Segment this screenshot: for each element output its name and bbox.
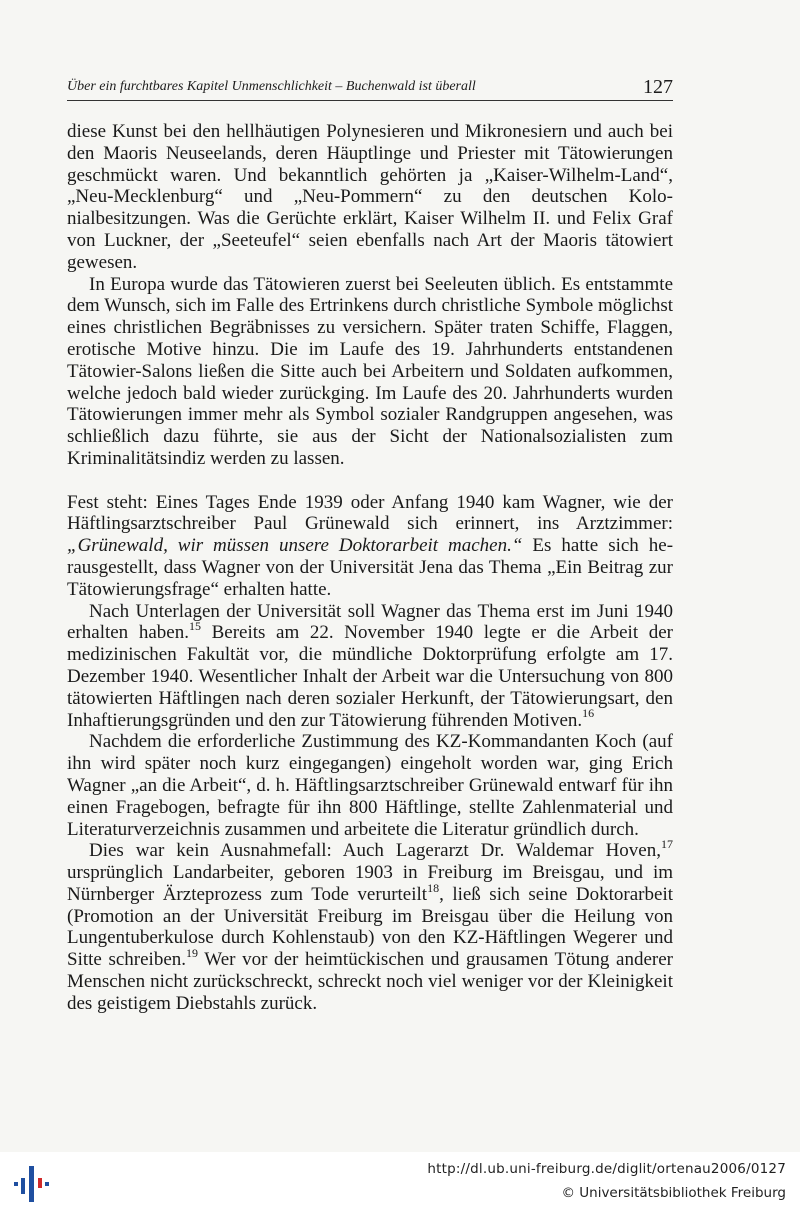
paragraph-6-text-d: Wer vor der heimtückischen und grausamen Tötung anderer Menschen nicht zurückschreckt, schreckt noch viel weniger vor der Kleinigkeit des geistigem Diebstahls zurück. [67, 949, 673, 1014]
paragraph-1: diese Kunst bei den hellhäutigen Polynesieren und Mikronesiern und auch bei den Maoris Neuseelands, deren Häuptlinge und Priester mit Tätowierungen geschmückt waren. Und bekanntlich gehörten ja „Kaiser-Wilhelm-Land“, „Neu-Mecklenburg“ und „Neu-Pommern“ zu den deutschen Kolonialbesitzungen. Was die Gerüchte erklärt, Kaiser Wilhelm II. und Felix Graf von Luckner, der „Seeteufel“ seien ebenfalls nach Art der Maoris tätowiert gewesen. [67, 121, 673, 273]
paragraph-6-text-c: , ließ sich seine Doktorarbeit (Promotion an der Universität Freiburg im Breisgau über die Heilung von Lungentuberkulose durch Kohlenstaub) von den KZ-Häftlingen Wegerer und Sitte schreiben. [67, 883, 673, 971]
running-header-title: Über ein furchtbares Kapitel Unmenschlichkeit – Buchenwald ist überall [67, 79, 476, 94]
paragraph-3-text-after: Es hatte sich herausgestellt, dass Wagner von der Universität Jena das Thema „Ein Beitrag zur Tätowierungsfrage“ erhalten hatte. [67, 535, 674, 600]
paragraph-6-text-b: ursprünglich Landarbeiter, geboren 1903 in Freiburg im Breisgau, und im Nürnberger Ärzteprozess zum Tode verurteilt [67, 862, 673, 905]
footnote-ref-15: 15 [188, 619, 201, 633]
digitization-footer [0, 1152, 800, 1212]
footnote-ref-16: 16 [582, 706, 595, 721]
ub-freiburg-logo-icon [12, 1164, 52, 1204]
paragraph-4-text-b: Bereits am 22. November 1940 legte er die Arbeit der medizinischen Fakultät vor, die mündliche Doktorprüfung erfolgte am 17. Dezember 1940. Wesentlicher Inhalt der Arbeit war die Untersuchung von 800 tätowierten Häftlingen nach deren sozialer Herkunft, der Tätowierungsart, den Inhaftierungsgründen und den zur Tätowierung führenden Motiven. [67, 622, 673, 731]
running-header [67, 76, 673, 101]
copyright-notice: © Universitätsbibliothek Freiburg [561, 1185, 786, 1201]
paragraph-3-text-before: Fest steht: Eines Tages Ende 1939 oder Anfang 1940 kam Wagner, wie der Häftlingsarztschreiber Paul Grünewald sich erinnert, ins Arztzimmer: [67, 491, 673, 535]
footnote-ref-17: 17 [661, 836, 673, 851]
paragraph-3-quote: „Grünewald, wir müssen unsere Doktorarbeit machen.“ [67, 535, 523, 557]
paragraph-6-text-a: Dies war kein Ausnahmefall: Auch Lagerarzt Dr. Waldemar Hoven, [89, 840, 661, 862]
paragraph-4-text-a: Nach Unterlagen der Universität soll Wagner das Thema erst im Juni 1940 erhalten haben. [67, 600, 673, 644]
paragraph-2: In Europa wurde das Tätowieren zuerst bei Seeleuten üblich. Es entstammte dem Wunsch, sich im Falle des Ertrinkens durch christliche Symbole möglichst eines christlichen Begräbnisses zu versichern. Später traten Schiffe, Flaggen, erotische Motive hinzu. Die im Laufe des 19. Jahrhunderts entstandenen Tätowier-Salons ließen die Sitte auch bei Arbeitern und Soldaten aufkommen, welche jedoch bald wieder zurückging. Im Laufe des 20. Jahrhunderts wurden Tätowierungen immer mehr als Symbol sozialer Randgruppen angesehen, was schließlich dazu führte, sie aus der Sicht der Nationalsozialisten zum Kriminalitätsindiz werden zu lassen. [67, 273, 673, 469]
source-url-link[interactable]: http://dl.ub.uni-freiburg.de/diglit/ortenau2006/0127 [427, 1161, 786, 1177]
paragraph-5: Nachdem die erforderliche Zustimmung des KZ-Kommandanten Koch (auf ihn wird später noch kurz eingegangen) eingeholt worden war, ging Erich Wagner „an die Arbeit“, d. h. Häftlingsarztschreiber Grünewald entwarf für ihn einen Fragebogen, befragte für ihn 800 Häftlinge, stellte Zahlenmaterial und Literaturverzeichnis zusammen und arbeitete die Literatur gründlich durch. [67, 731, 673, 840]
footnote-ref-18: 18 [427, 880, 440, 895]
paragraph-6 [67, 836, 673, 1014]
paragraph-3 [67, 492, 673, 601]
footnote-ref-19: 19 [186, 945, 199, 960]
page-number: 127 [643, 76, 673, 98]
body-text [67, 121, 673, 1015]
paragraph-4 [67, 601, 673, 732]
